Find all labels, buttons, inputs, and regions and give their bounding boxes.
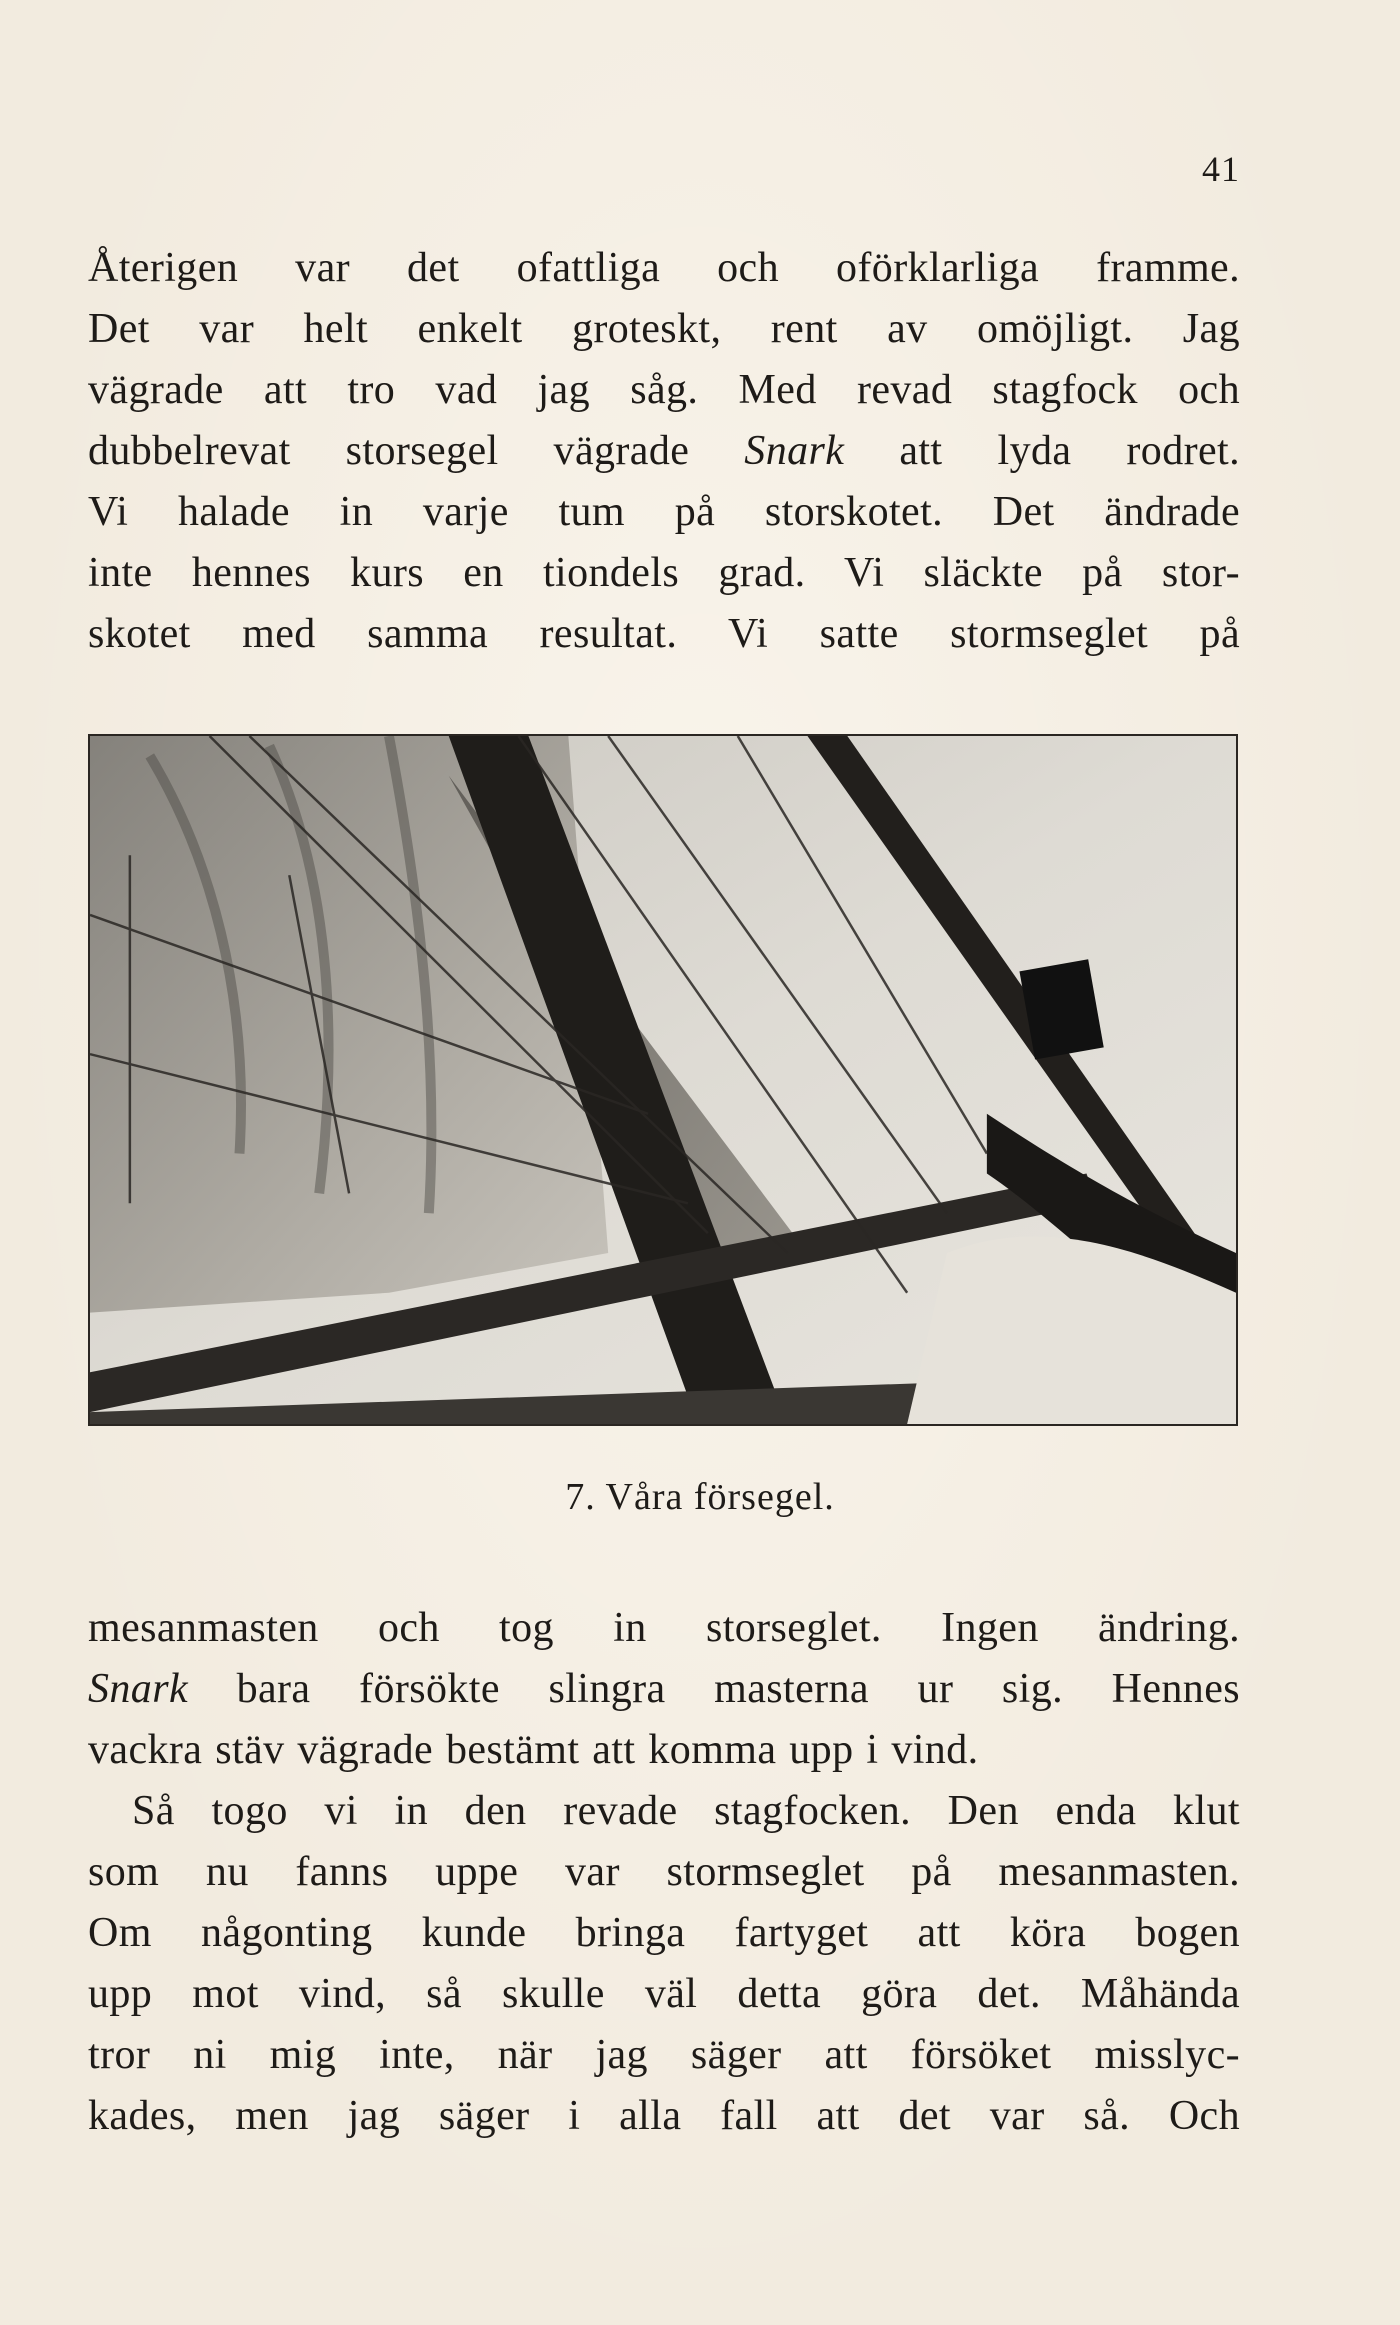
- text-line: Vi halade in varje tum på storskotet. Det ändrade: [88, 489, 1240, 535]
- ship-name: Snark: [88, 1666, 188, 1712]
- text-line: mesanmasten och tog in storseglet. Ingen ändring.: [88, 1605, 1240, 1651]
- text-line: Det var helt enkelt groteskt, rent av omöjligt. Jag: [88, 306, 1240, 352]
- text-line: kades, men jag säger i alla fall att det var så. Och: [88, 2093, 1240, 2139]
- figure-caption: 7. Våra försegel.: [565, 1476, 835, 1518]
- page-number: 41: [1202, 149, 1240, 189]
- text-line: skotet med samma resultat. Vi satte stormseglet på: [88, 611, 1240, 657]
- text-line: Återigen var det ofattliga och oförklarliga framme.: [88, 245, 1240, 291]
- text-line: [88, 421, 1240, 482]
- text-line: vägrade att tro vad jag såg. Med revad stagfock och: [88, 367, 1240, 413]
- text-line: [88, 1659, 1240, 1720]
- text-line: tror ni mig inte, när jag säger att försöket misslyc-: [88, 2032, 1240, 2078]
- paragraph-bottom: [88, 1598, 1240, 2147]
- text-line: vackra stäv vägrade bestämt att komma upp i vind.: [88, 1727, 979, 1773]
- text-fragment: bara försökte slingra masterna ur sig. Hennes: [236, 1666, 1240, 1712]
- text-line: Om någonting kunde bringa fartyget att köra bogen: [88, 1910, 1240, 1956]
- paragraph-top: [88, 238, 1240, 665]
- text-line: Så togo vi in den revade stagfocken. Den enda klut: [132, 1788, 1240, 1834]
- text-line: upp mot vind, så skulle väl detta göra det. Måhända: [88, 1971, 1240, 2017]
- text-fragment: dubbelrevat storsegel vägrade: [88, 428, 690, 474]
- text-line: inte hennes kurs en tiondels grad. Vi släckte på stor-: [88, 550, 1240, 596]
- text-fragment: att lyda rodret.: [899, 428, 1240, 474]
- text-line: som nu fanns uppe var stormseglet på mesanmasten.: [88, 1849, 1240, 1895]
- sails-photo-illustration: [90, 736, 1236, 1424]
- ship-name: Snark: [744, 428, 845, 474]
- photograph-sails: [88, 734, 1238, 1426]
